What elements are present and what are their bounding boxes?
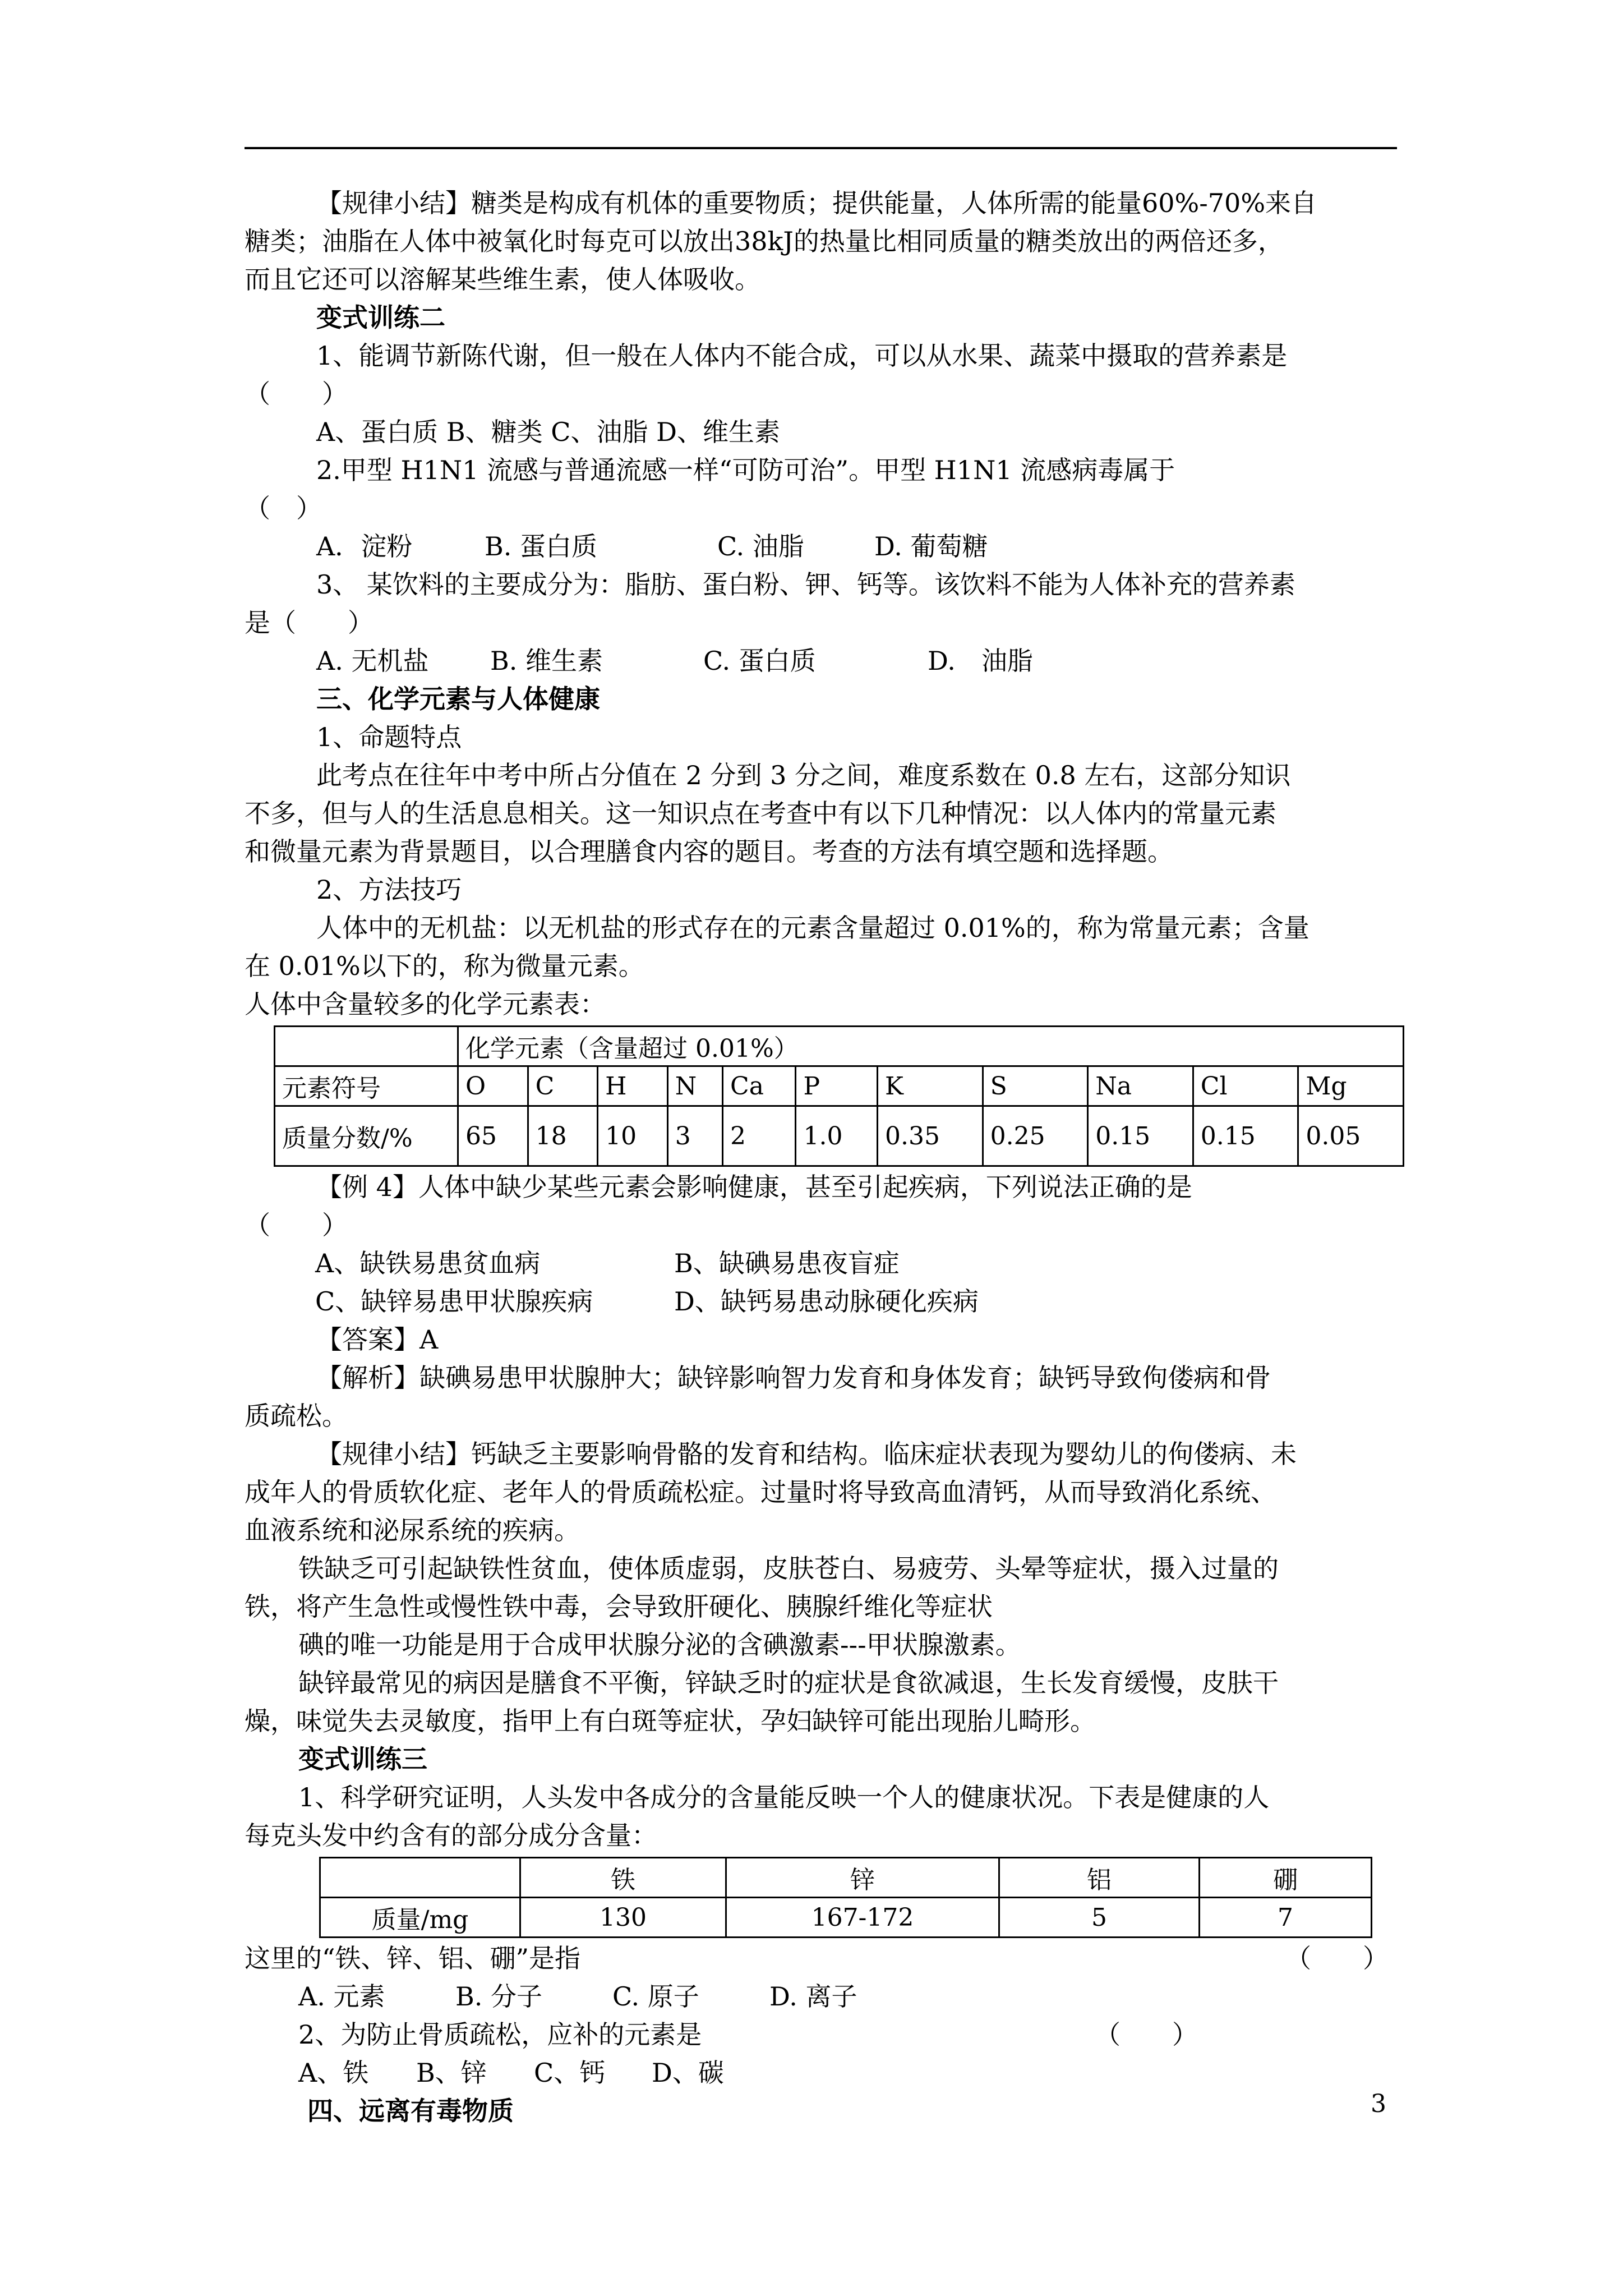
answer-blank: （ ） [1095,2019,1198,2050]
summary-text: 而且它还可以溶解某些维生素，使人体吸收。 [245,264,760,295]
paragraph-text: 和微量元素为背景题目，以合理膳食内容的题目。考查的方法有填空题和选择题。 [245,836,1173,867]
paragraph-text: 燥，味觉失去灵敏度，指甲上有白斑等症状，孕妇缺锌可能出现胎儿畸形。 [245,1706,1096,1736]
question-text: 2.甲型 H1N1 流感与普通流感一样“可防可治”。甲型 H1N1 流感病毒属于 [316,455,1175,485]
table-header-cell: 锌 [726,1858,999,1898]
subheading: 1、命题特点 [316,722,462,752]
question-text: 3、 某饮料的主要成分为：脂肪、蛋白粉、钾、钙等。该饮料不能为人体补充的营养素 [316,569,1295,600]
answer-blank: （ ） [245,493,322,523]
section-heading: 变式训练三 [298,1744,427,1774]
option-b: B. 蛋白质 [485,531,598,562]
option-c: C. 蛋白质 [703,646,816,676]
table-caption: 人体中含量较多的化学元素表： [245,989,606,1019]
table-cell: 167-172 [726,1898,999,1938]
question-text: 1、科学研究证明，人头发中各成分的含量能反映一个人的健康状况。下表是健康的人 [298,1782,1270,1812]
table-cell: Cl [1193,1066,1298,1106]
paragraph-text: 铁，将产生急性或慢性铁中毒，会导致肝硬化、胰腺纤维化等症状 [245,1591,993,1622]
table-cell: 0.15 [1088,1106,1193,1166]
question-options: A、蛋白质 B、糖类 C、油脂 D、维生素 [316,417,780,447]
option-a: A. 无机盐 [316,646,429,676]
row-label: 质量分数/% [275,1106,458,1166]
table-row [275,1106,1404,1166]
answer-text: 【答案】A [316,1324,439,1355]
element-content-table [274,1025,1404,1167]
option-b: B. 维生素 [490,646,603,676]
summary-text: 【规律小结】钙缺乏主要影响骨骼的发育和结构。临床症状表现为婴幼儿的佝偻病、未 [316,1439,1297,1469]
table-cell: H [598,1066,668,1106]
answer-blank: （ ） [245,379,348,409]
table-cell: Mg [1298,1066,1404,1106]
option-c: C. 原子 [612,1981,699,2012]
page-number: 3 [1371,2090,1386,2118]
option-b: B. 分子 [455,1981,543,2012]
paragraph-text: 缺锌最常见的病因是膳食不平衡，锌缺乏时的症状是食欲减退，生长发育缓慢，皮肤干 [298,1668,1279,1698]
table-row [320,1898,1372,1938]
table-cell: Ca [723,1066,796,1106]
summary-text: 糖类；油脂在人体中被氧化时每克可以放出38kJ的热量比相同质量的糖类放出的两倍还多， [245,226,1284,256]
option-d: D. 离子 [769,1981,857,2012]
option-c: C. 油脂 [717,531,804,562]
question-stem: 这里的“铁、锌、铝、硼”是指 [245,1943,581,1973]
table-cell: 3 [667,1106,722,1166]
paragraph-text: 此考点在往年中考中所占分值在 2 分到 3 分之间，难度系数在 0.8 左右，这部分知识 [316,760,1291,790]
table-cell: P [796,1066,878,1106]
option-b: B、锌 [416,2058,487,2088]
table-row [275,1066,1404,1106]
question-options [245,642,1400,680]
table-cell: 0.05 [1298,1106,1404,1166]
header-rule [245,147,1397,149]
answer-blank: 是（ ） [245,608,374,638]
paragraph-text: 人体中的无机盐：以无机盐的形式存在的元素含量超过 0.01%的，称为常量元素；含量 [316,913,1310,943]
option-a: A. 元素 [298,1981,385,2012]
summary-text: 【规律小结】糖类是构成有机体的重要物质；提供能量，人体所需的能量60%-70%来自 [316,188,1317,218]
question-options [245,527,1400,565]
table-cell [275,1027,458,1066]
section-heading: 变式训练二 [316,302,445,333]
row-label: 质量/mg [320,1898,520,1938]
table-cell: 130 [520,1898,726,1938]
paragraph-text: 碘的唯一功能是用于合成甲状腺分泌的含碘激素---甲状腺激素。 [298,1630,1021,1660]
table-cell: 0.35 [878,1106,983,1166]
table-header-cell: 硼 [1200,1858,1372,1898]
analysis-text: 质疏松。 [245,1401,348,1431]
answer-blank: （ ） [1285,1943,1389,1973]
option-d: D. 葡萄糖 [874,531,988,562]
section-heading: 三、化学元素与人体健康 [316,684,600,714]
hair-content-table [319,1857,1372,1938]
option-a: A．淀粉 [316,531,413,562]
paragraph-text: 在 0.01%以下的，称为微量元素。 [245,951,644,981]
question-text [245,2016,1400,2054]
question-text: 每克头发中约含有的部分成分含量： [245,1820,657,1851]
paragraph-text: 不多，但与人的生活息息相关。这一知识点在考查中有以下几种情况：以人体内的常量元素 [245,798,1276,829]
table-cell: 18 [528,1106,598,1166]
question-options [245,1282,1400,1320]
summary-text: 血液系统和泌尿系统的疾病。 [245,1515,580,1545]
table-cell [320,1858,520,1898]
question-options [245,2054,1400,2092]
question-options [245,1977,1400,2016]
paragraph-text: 铁缺乏可引起缺铁性贫血，使体质虚弱，皮肤苍白、易疲劳、头晕等症状，摄入过量的 [298,1553,1279,1584]
option-d: D、缺钙易患动脉硬化疾病 [674,1286,979,1317]
table-row [320,1858,1372,1898]
table-cell: 10 [598,1106,668,1166]
option-d: D、碳 [652,2058,724,2088]
section-heading: 四、远离有毒物质 [307,2096,514,2126]
option-a: A、缺铁易患贫血病 [315,1248,541,1278]
table-cell: O [458,1066,528,1106]
table-header-cell: 化学元素（含量超过 0.01%） [458,1027,1404,1066]
option-a: A、铁 [298,2058,369,2088]
table-cell: 1.0 [796,1106,878,1166]
analysis-text: 【解析】缺碘易患甲状腺肿大；缺锌影响智力发育和身体发育；缺钙导致佝偻病和骨 [316,1363,1271,1393]
row-label: 元素符号 [275,1066,458,1106]
subheading: 2、方法技巧 [316,875,462,905]
option-c: C、钙 [534,2058,606,2088]
table-cell: Na [1088,1066,1193,1106]
page-content [245,184,1400,2130]
option-b: B、缺碘易患夜盲症 [674,1248,900,1278]
table-cell: C [528,1066,598,1106]
table-header-cell: 铁 [520,1858,726,1898]
table-header-cell: 铝 [999,1858,1200,1898]
option-d: D. 油脂 [928,646,1033,676]
option-c: C、缺锌易患甲状腺疾病 [315,1286,593,1317]
table-cell: K [878,1066,983,1106]
question-options [245,1244,1400,1282]
table-cell: 2 [723,1106,796,1166]
table-cell: S [983,1066,1088,1106]
summary-text: 成年人的骨质软化症、老年人的骨质疏松症。过量时将导致高血清钙，从而导致消化系统、 [245,1477,1276,1507]
example-question: 【例 4】人体中缺少某些元素会影响健康，甚至引起疾病，下列说法正确的是 [316,1172,1192,1202]
table-cell: 7 [1200,1898,1372,1938]
answer-blank: （ ） [245,1210,348,1240]
table-cell: 0.15 [1193,1106,1298,1166]
question-text: 1、能调节新陈代谢，但一般在人体内不能合成，可以从水果、蔬菜中摄取的营养素是 [316,341,1288,371]
table-cell: 0.25 [983,1106,1088,1166]
table-row [275,1027,1404,1066]
table-cell: 5 [999,1898,1200,1938]
question-text [245,1939,1400,1977]
table-cell: N [667,1066,722,1106]
question-stem: 2、为防止骨质疏松，应补的元素是 [298,2019,702,2050]
table-cell: 65 [458,1106,528,1166]
